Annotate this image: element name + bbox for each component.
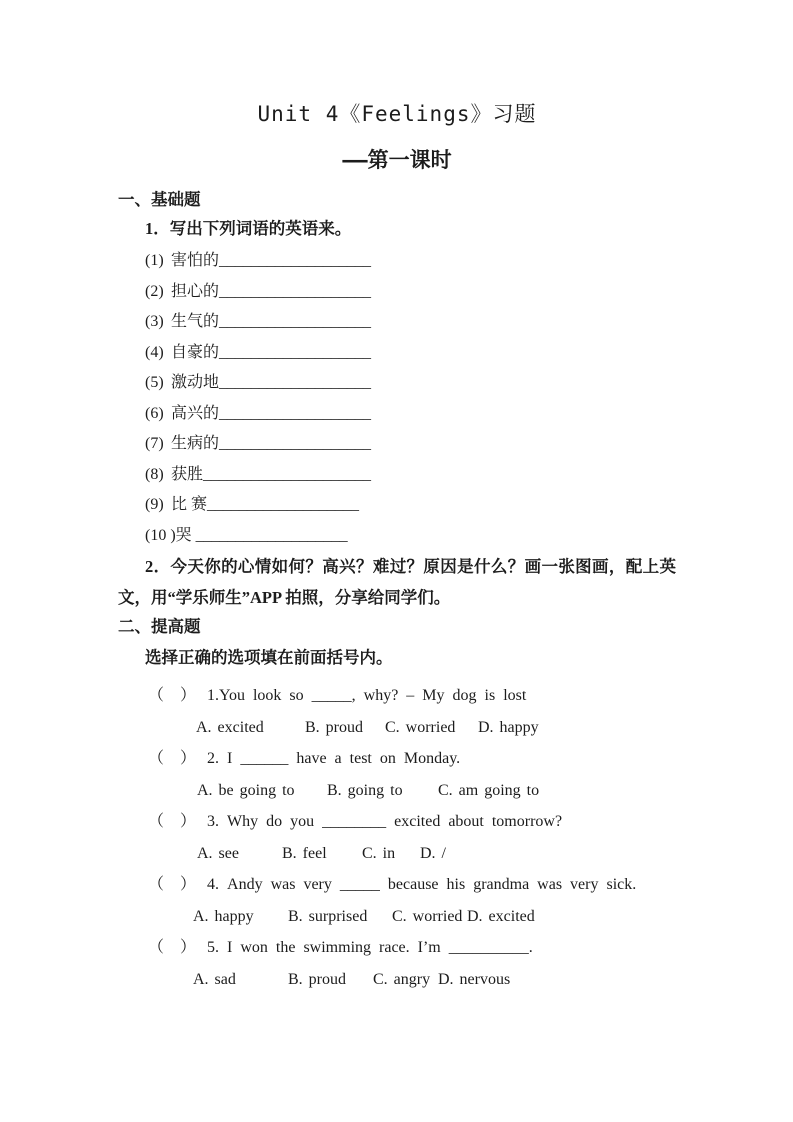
choice-question-1: [118, 680, 676, 712]
choice-option-d: D. /: [420, 844, 446, 862]
instruction-text: 选择正确的选项填在前面括号内。: [145, 648, 393, 667]
choice-question-text: 5. I won the swimming race. I’m __________.: [207, 939, 533, 956]
choice-option-a: A. excited: [196, 718, 264, 736]
choice-option-b: B. proud: [288, 970, 346, 988]
item-word: 比 赛: [171, 496, 208, 513]
choice-option-c: C. in: [362, 844, 396, 862]
choice-question-text: 4. Andy was very _____ because his grandma was very sick.: [207, 876, 637, 893]
blank-line: ___________________: [219, 282, 372, 300]
blank-line: ___________________: [219, 252, 372, 269]
fill-item-10: [118, 521, 676, 552]
choice-options-2: [118, 775, 676, 807]
choice-options-1: [118, 712, 676, 744]
choice-option-a: A. sad: [193, 970, 236, 988]
item-word: 高兴的: [171, 404, 220, 422]
choice-option-d: D. nervous: [438, 970, 511, 988]
fill-item-5: [118, 368, 676, 399]
choice-question-5: [118, 932, 676, 964]
item-word: 获胜: [171, 465, 204, 483]
blank-line: ___________________: [219, 343, 372, 361]
choice-option-a: A. see: [197, 844, 239, 862]
item-word: 哭: [175, 526, 196, 544]
choice-question-4: [118, 869, 676, 901]
item-word: 激动地: [171, 374, 220, 391]
item-word: 生气的: [171, 313, 220, 330]
choice-option-a: A. be going to: [197, 781, 295, 799]
item-number: (3): [145, 313, 164, 330]
choice-option-d: D. happy: [478, 718, 539, 736]
choice-option-c: C. worried: [385, 718, 456, 736]
answer-bracket: （ ）: [148, 876, 203, 893]
choice-question-text: 3. Why do you ________ excited about tomorrow?: [207, 813, 563, 830]
answer-bracket: （ ）: [148, 687, 203, 704]
choice-option-b: B. feel: [282, 844, 327, 862]
question-2-text: 2．今天你的心情如何？高兴？难过？原因是什么？画一张图画，配上英文，用“学乐师生”APP 拍照，分享给同学们。: [118, 557, 676, 607]
blank-line: ___________________: [219, 404, 372, 422]
worksheet-title: Unit 4《Feelings》习题: [257, 102, 537, 126]
item-number: (1): [145, 252, 164, 269]
choice-option-b: B. surprised: [288, 907, 368, 925]
section-heading-basic: 一、基础题: [118, 190, 201, 209]
item-word: 自豪的: [171, 343, 220, 361]
choice-question-text: 1.You look so _____, why? – My dog is lost: [207, 687, 527, 704]
blank-line: ___________________: [219, 374, 372, 391]
choice-option-c: C. am going to: [438, 781, 540, 799]
item-number: (8): [145, 465, 164, 483]
fill-item-4: [118, 338, 676, 369]
choice-question-list: [118, 680, 676, 995]
choice-question-2: [118, 743, 676, 775]
choice-options-3: [118, 838, 676, 870]
section-heading-advanced: 二、提高题: [118, 617, 201, 636]
blank-line: ___________________: [219, 435, 372, 452]
choice-options-5: [118, 964, 676, 996]
item-number: (6): [145, 404, 164, 422]
blank-line: _____________________: [203, 465, 372, 483]
item-number: (10 ): [145, 526, 176, 544]
fill-item-6: [118, 399, 676, 430]
question-1-label: 1．写出下列词语的英语来。: [145, 219, 352, 238]
choice-option-c: C. worried: [392, 907, 463, 925]
blank-line: ___________________: [207, 496, 360, 513]
fill-in-list: [118, 246, 676, 551]
item-number: (5): [145, 374, 164, 391]
choice-option-c: C. angry: [373, 970, 431, 988]
item-word: 生病的: [171, 435, 220, 452]
choice-option-d: D. excited: [467, 907, 535, 925]
fill-item-8: [118, 460, 676, 491]
answer-bracket: （ ）: [148, 939, 203, 956]
item-number: (9): [145, 496, 164, 513]
answer-bracket: （ ）: [148, 750, 203, 767]
choice-option-a: A. happy: [193, 907, 254, 925]
fill-item-2: [118, 277, 676, 308]
choice-question-text: 2. I ______ have a test on Monday.: [207, 750, 461, 767]
choice-option-b: B. going to: [327, 781, 403, 799]
worksheet-subtitle: ——第一课时: [342, 148, 452, 172]
answer-bracket: （ ）: [148, 813, 203, 830]
fill-item-1: [118, 246, 676, 277]
item-word: 害怕的: [171, 252, 220, 269]
fill-item-9: [118, 490, 676, 521]
fill-item-3: [118, 307, 676, 338]
choice-options-4: [118, 901, 676, 933]
item-number: (2): [145, 282, 164, 300]
item-word: 担心的: [171, 282, 220, 300]
blank-line: ___________________: [195, 526, 348, 544]
blank-line: ___________________: [219, 313, 372, 330]
choice-question-3: [118, 806, 676, 838]
item-number: (4): [145, 343, 164, 361]
item-number: (7): [145, 435, 164, 452]
fill-item-7: [118, 429, 676, 460]
choice-option-b: B. proud: [305, 718, 363, 736]
